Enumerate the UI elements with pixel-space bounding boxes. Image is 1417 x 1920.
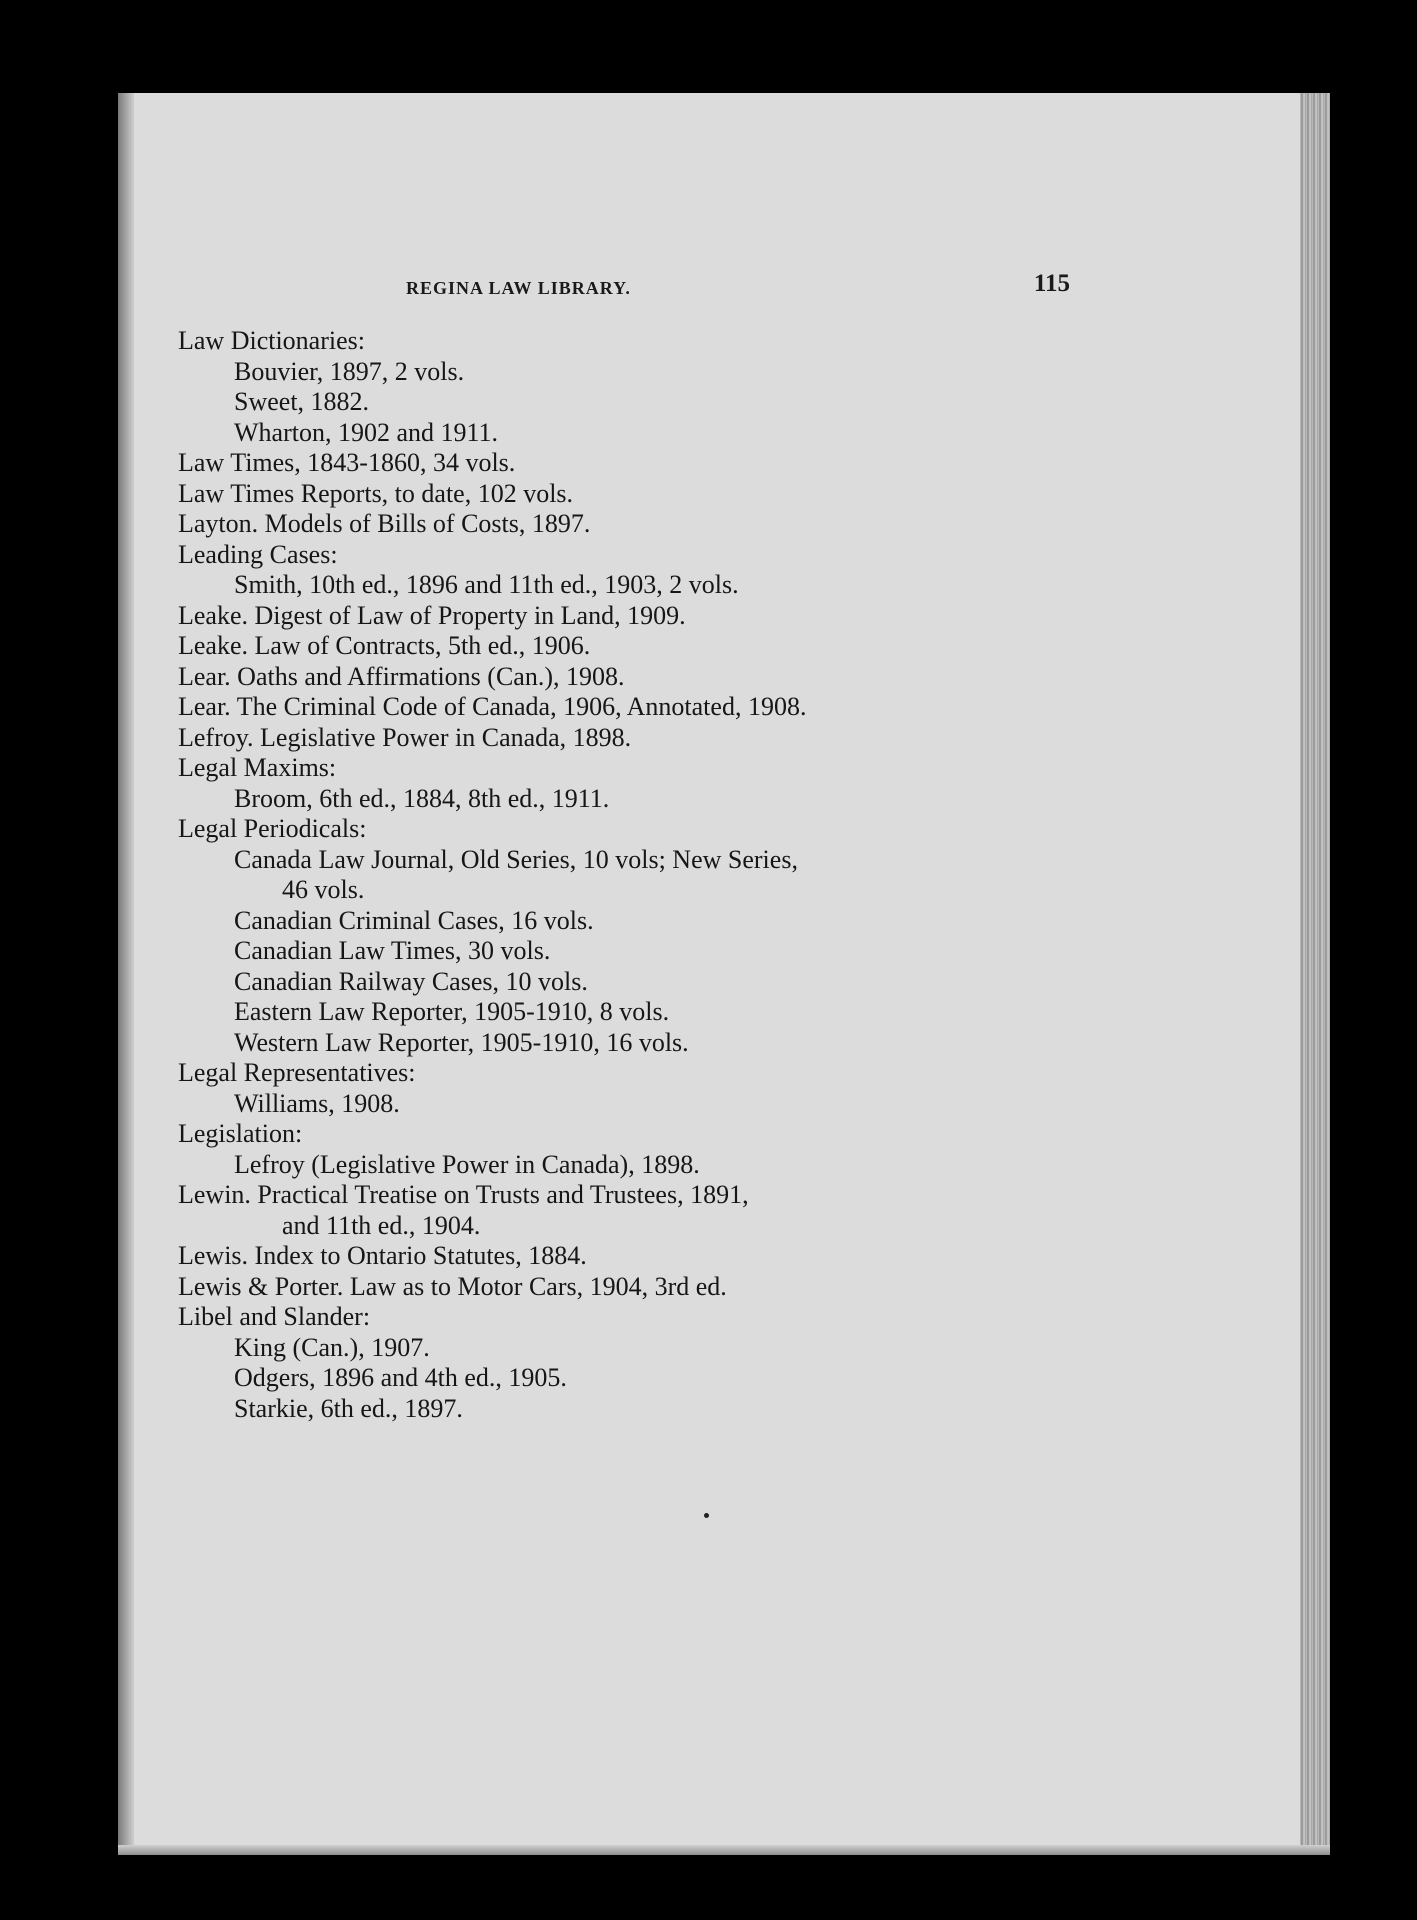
catalog-entry: Western Law Reporter, 1905-1910, 16 vols. xyxy=(234,1027,689,1057)
catalog-entry: Canadian Law Times, 30 vols. xyxy=(234,936,551,965)
catalog-entry: Law Times, 1843-1860, 34 vols. xyxy=(178,448,516,477)
catalog-entry: Leading Cases: xyxy=(178,539,338,569)
catalog-entry: Libel and Slander: xyxy=(178,1302,371,1331)
catalog-entry: Broom, 6th ed., 1884, 8th ed., 1911. xyxy=(234,783,610,813)
catalog-entry: 46 vols. xyxy=(282,875,365,904)
catalog-entry: Williams, 1908. xyxy=(234,1088,400,1118)
catalog-entry: and 11th ed., 1904. xyxy=(282,1210,481,1240)
catalog-entry: Leake. Digest of Law of Property in Land, 1909. xyxy=(178,600,686,630)
catalog-entry: Bouvier, 1897, 2 vols. xyxy=(234,356,465,386)
page-left-edge xyxy=(118,93,134,1855)
catalog-entry: Lewis & Porter. Law as to Motor Cars, 1904, 3rd ed. xyxy=(178,1271,727,1301)
running-title: REGINA LAW LIBRARY. xyxy=(406,278,631,298)
catalog-entry: Lefroy (Legislative Power in Canada), 1898. xyxy=(234,1149,700,1179)
catalog-entry: Canada Law Journal, Old Series, 10 vols; New Series, xyxy=(234,844,798,874)
catalog-entry: Leake. Law of Contracts, 5th ed., 1906. xyxy=(178,631,591,660)
catalog-entry: Lewin. Practical Treatise on Trusts and Trustees, 1891, xyxy=(178,1180,749,1209)
catalog-entries xyxy=(178,326,1078,1424)
catalog-entry: Smith, 10th ed., 1896 and 11th ed., 1903, 2 vols. xyxy=(234,570,739,599)
catalog-entry: Lear. The Criminal Code of Canada, 1906, Annotated, 1908. xyxy=(178,692,807,721)
catalog-entry: Lear. Oaths and Affirmations (Can.), 1908. xyxy=(178,661,625,691)
catalog-entry: Odgers, 1896 and 4th ed., 1905. xyxy=(234,1363,567,1392)
ink-speck xyxy=(704,1513,709,1518)
page-header xyxy=(406,270,1070,310)
catalog-entry: Legislation: xyxy=(178,1119,303,1148)
catalog-entry: Canadian Railway Cases, 10 vols. xyxy=(234,966,588,996)
page-number: 115 xyxy=(1033,270,1070,297)
catalog-entry: Canadian Criminal Cases, 16 vols. xyxy=(234,905,594,935)
catalog-entry: Starkie, 6th ed., 1897. xyxy=(234,1393,463,1423)
catalog-entry: Legal Maxims: xyxy=(178,753,337,782)
catalog-entry: Eastern Law Reporter, 1905-1910, 8 vols. xyxy=(234,997,670,1026)
catalog-entry: Law Times Reports, to date, 102 vols. xyxy=(178,478,574,508)
catalog-entry: Law Dictionaries: xyxy=(178,326,365,355)
catalog-entry: Lefroy. Legislative Power in Canada, 1898. xyxy=(178,722,632,752)
catalog-entry: Legal Periodicals: xyxy=(178,814,367,843)
page-right-edge xyxy=(1300,93,1330,1855)
catalog-entry: Legal Representatives: xyxy=(178,1058,416,1087)
catalog-entry: Lewis. Index to Ontario Statutes, 1884. xyxy=(178,1241,587,1270)
catalog-entry: Layton. Models of Bills of Costs, 1897. xyxy=(178,509,591,538)
catalog-entry: Sweet, 1882. xyxy=(234,387,370,416)
catalog-entry: Wharton, 1902 and 1911. xyxy=(234,417,499,447)
page-bottom-edge xyxy=(118,1845,1330,1855)
catalog-entry: King (Can.), 1907. xyxy=(234,1332,430,1362)
